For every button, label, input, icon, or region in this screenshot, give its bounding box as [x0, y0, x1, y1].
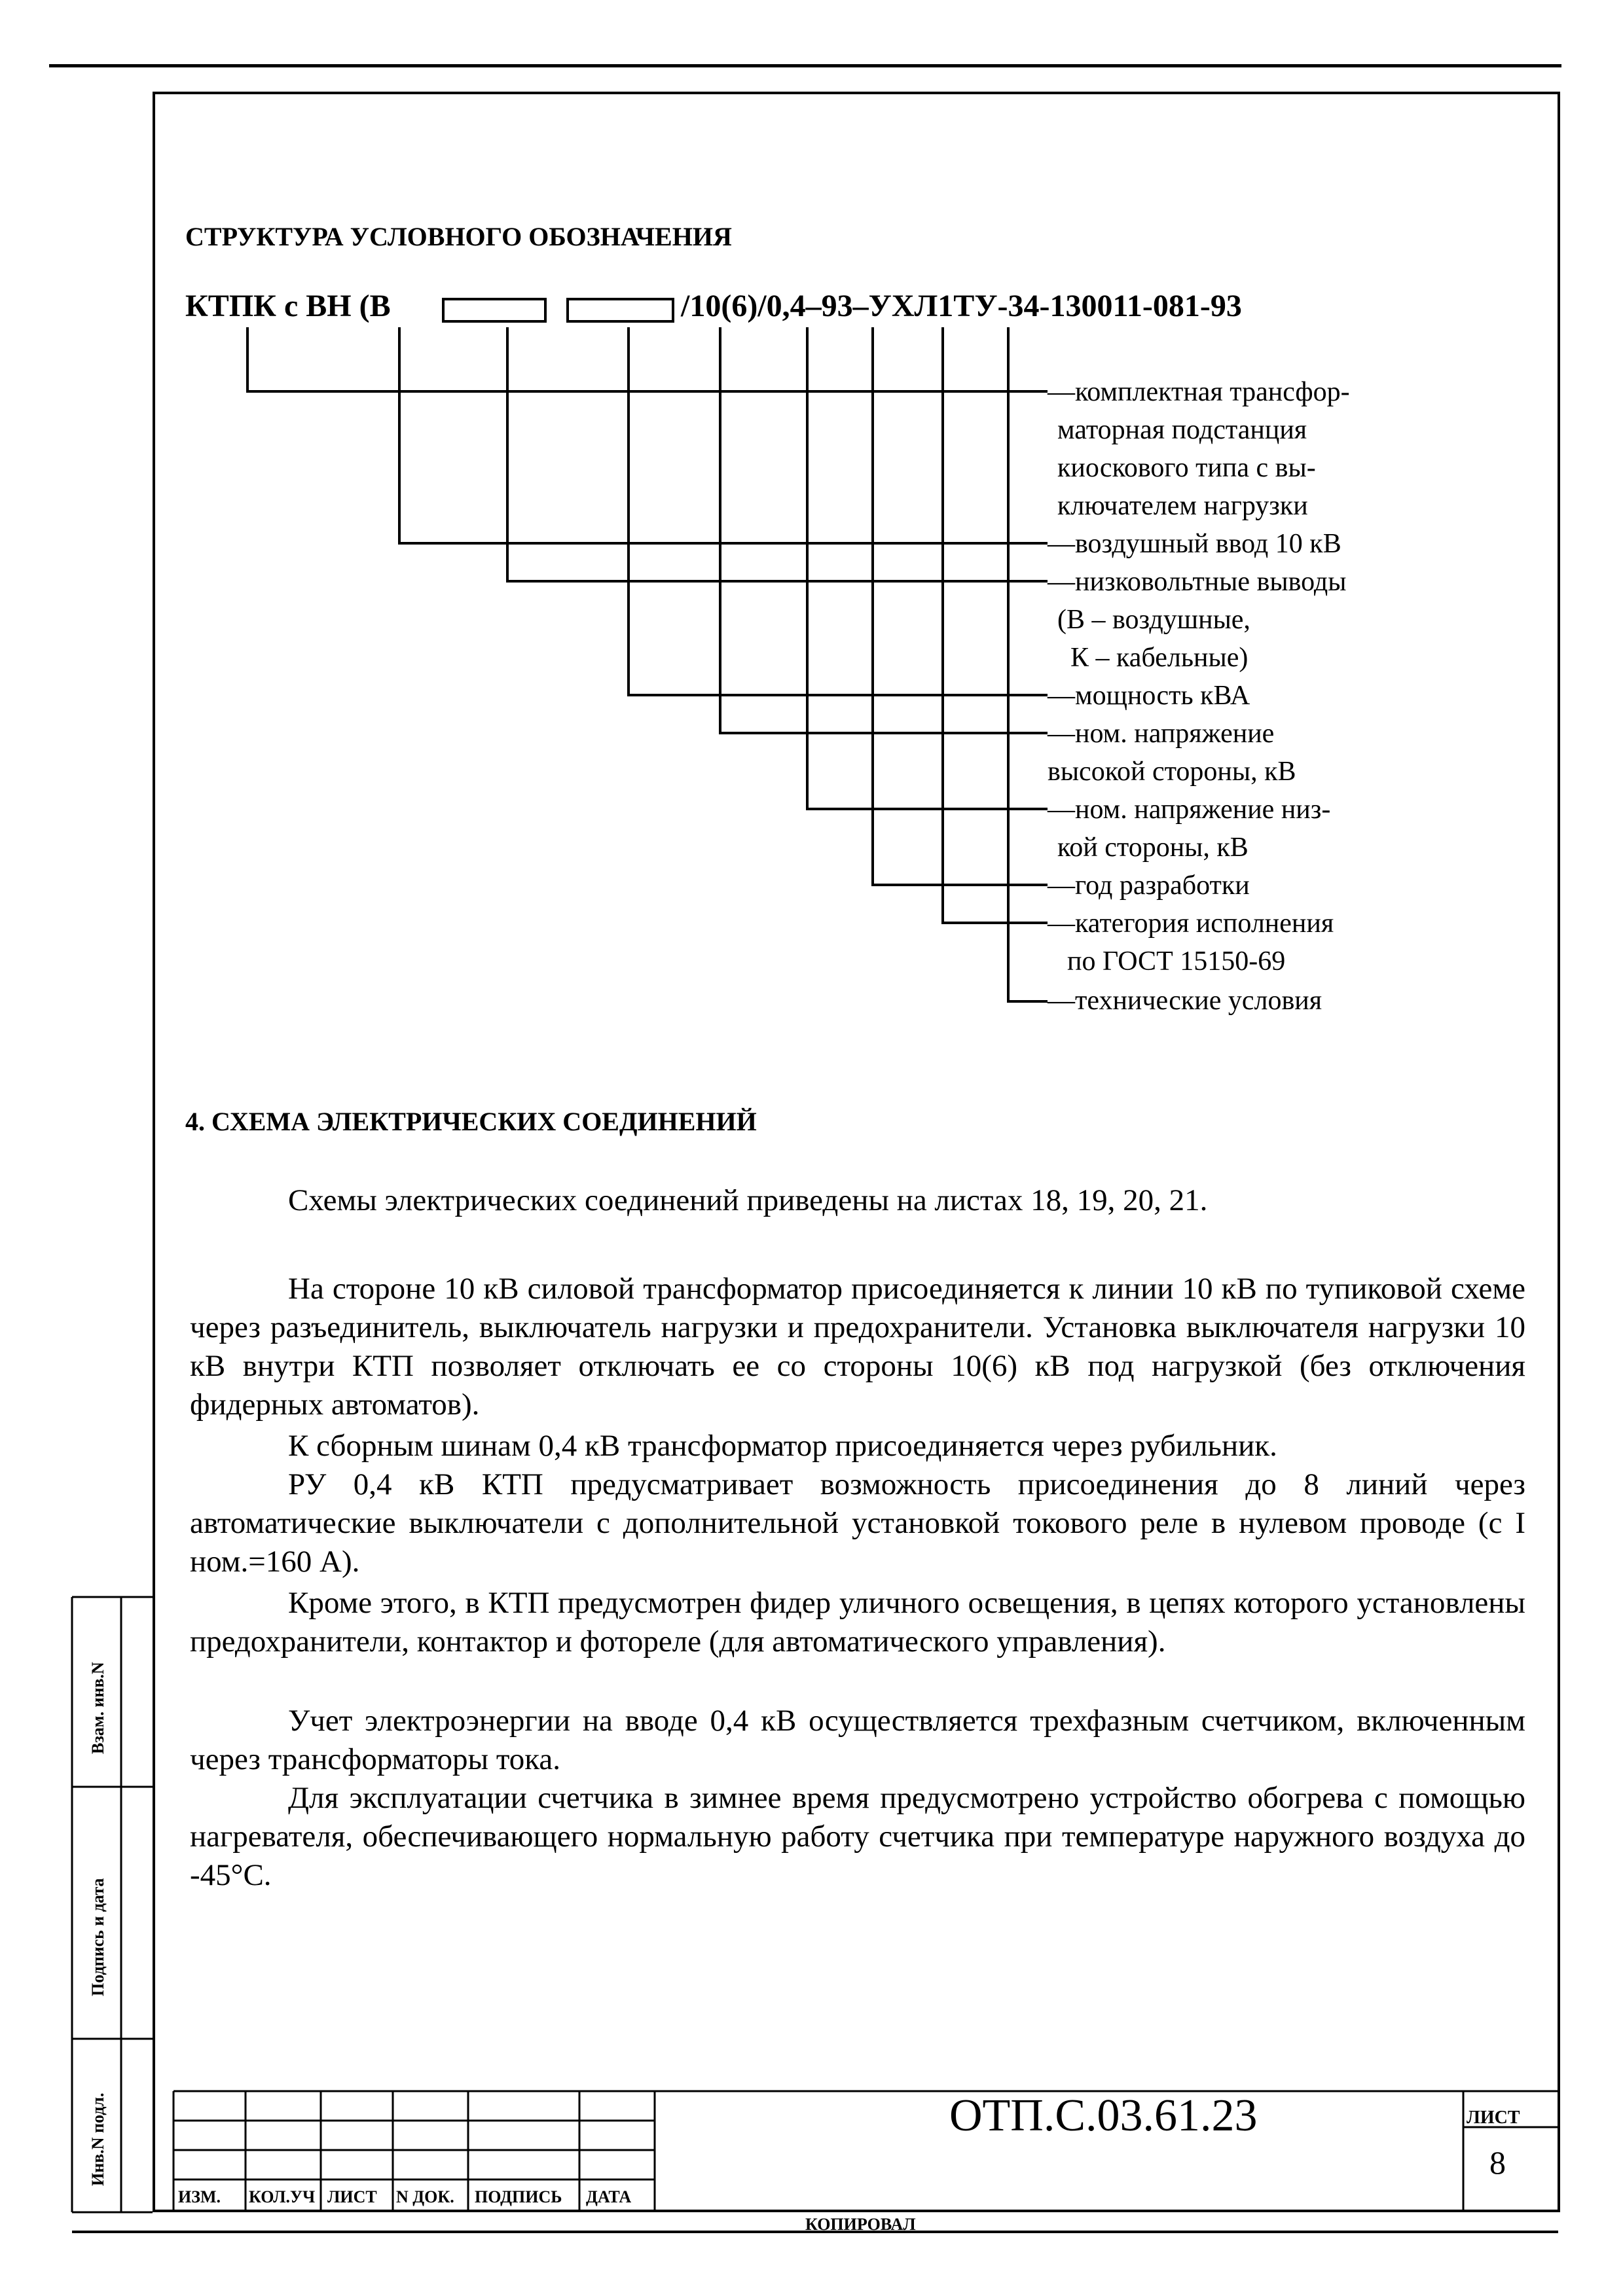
designation-part2: /10(6)/0,4–93–УХЛ1ТУ-34-130011-081-93 — [681, 289, 1242, 323]
sheet-label: ЛИСТ — [1467, 2108, 1520, 2128]
legend-item-8: К – кабельные) — [1070, 643, 1249, 673]
legend-item-16: по ГОСТ 15150-69 — [1067, 946, 1286, 977]
legend-item-1: —комплектная трансфор- — [1048, 377, 1350, 407]
side-stamp-grid — [72, 1597, 153, 2212]
legend-item-9: —мощность кВА — [1048, 681, 1250, 711]
side-label-inv: Инв.N подл. — [88, 2092, 107, 2186]
document-number: ОТП.С.03.61.23 — [949, 2090, 1258, 2141]
paragraph-5: Кроме этого, в КТП предусмотрен фидер уличного освещения, в цепях которого установлены предохранители, контактор и фотореле (для автоматического управления). — [190, 1586, 1525, 1659]
legend-item-6: —низковольтные выводы — [1048, 567, 1347, 597]
legend-item-5: —воздушный ввод 10 кВ — [1048, 529, 1341, 559]
structure-title: СТРУКТУРА УСЛОВНОГО ОБОЗНАЧЕНИЯ — [185, 222, 732, 251]
legend-item-3: киоскового типа с вы- — [1057, 453, 1316, 483]
stamp-col-kol: КОЛ.УЧ — [249, 2187, 316, 2206]
leader-9 — [1008, 327, 1048, 1001]
paragraph-6: Учет электроэнергии на вводе 0,4 кВ осуществляется трехфазным счетчиком, включенным через трансформаторы тока. — [190, 1704, 1525, 1776]
paragraph-4: РУ 0,4 кВ КТП предусматривает возможность присоединения до 8 линий через автоматические выключатели с дополнительной установкой токового реле в нулевом проводе (с I ном.=160 А). — [190, 1467, 1525, 1579]
paragraph-7: Для эксплуатации счетчика в зимнее время предусмотрено устройство обогрева с помощью нагревателя, обеспечивающего нормальную работу счетчика при температуре наружного воздуха до -45°С. — [190, 1781, 1525, 1892]
stamp-col-ndok: N ДОК. — [396, 2187, 454, 2206]
paragraph-2: На стороне 10 кВ силовой трансформатор присоединяется к линии 10 кВ по тупиковой схеме через разъединитель, выключатель нагрузки и предохранители. Установка выключателя нагрузки 10 кВ внутри КТП позволяет отключать ее со стороны 10(6) кВ под нагрузкой (без отключения фидерных автоматов). — [190, 1272, 1525, 1422]
stamp-col-list: ЛИСТ — [327, 2187, 377, 2206]
paragraph-1: Схемы электрических соединений приведены на листах 18, 19, 20, 21. — [288, 1183, 1208, 1217]
stamp-grid — [173, 2091, 1560, 2212]
stamp-col-podpis: ПОДПИСЬ — [475, 2187, 562, 2206]
sheet-number: 8 — [1489, 2144, 1506, 2181]
stamp-col-izm: ИЗМ. — [178, 2187, 221, 2206]
leader-8 — [943, 327, 1048, 923]
paragraph-3: К сборным шинам 0,4 кВ трансформатор присоединяется через рубильник. — [288, 1429, 1277, 1463]
designation-part1: КТПК с ВН (В — [185, 289, 391, 323]
side-label-vzam: Взам. инв.N — [88, 1662, 107, 1754]
leader-1 — [247, 327, 1048, 391]
legend-item-14: —год разработки — [1048, 870, 1250, 901]
side-label-podpis: Подпись и дата — [88, 1878, 107, 1996]
legend-item-7: (В – воздушные, — [1057, 605, 1250, 635]
leader-6 — [807, 327, 1048, 809]
legend-item-4: ключателем нагрузки — [1057, 491, 1308, 521]
leader-4 — [629, 327, 1048, 695]
legend-item-15: —категория исполнения — [1048, 908, 1334, 939]
stamp-col-data: ДАТА — [586, 2187, 632, 2206]
section-title: 4. СХЕМА ЭЛЕКТРИЧЕСКИХ СОЕДИНЕНИЙ — [185, 1107, 757, 1136]
legend-item-11: высокой стороны, кВ — [1048, 757, 1296, 787]
legend-item-12: —ном. напряжение низ- — [1048, 795, 1331, 825]
legend-item-13: кой стороны, кВ — [1057, 833, 1249, 863]
legend-item-2: маторная подстанция — [1057, 415, 1307, 445]
leader-7 — [873, 327, 1048, 885]
leader-5 — [720, 327, 1048, 733]
legend-item-17: —технические условия — [1048, 986, 1322, 1016]
copied-label: КОПИРОВАЛ — [805, 2215, 916, 2234]
leader-2 — [399, 327, 1048, 543]
legend-item-10: —ном. напряжение — [1048, 719, 1275, 749]
